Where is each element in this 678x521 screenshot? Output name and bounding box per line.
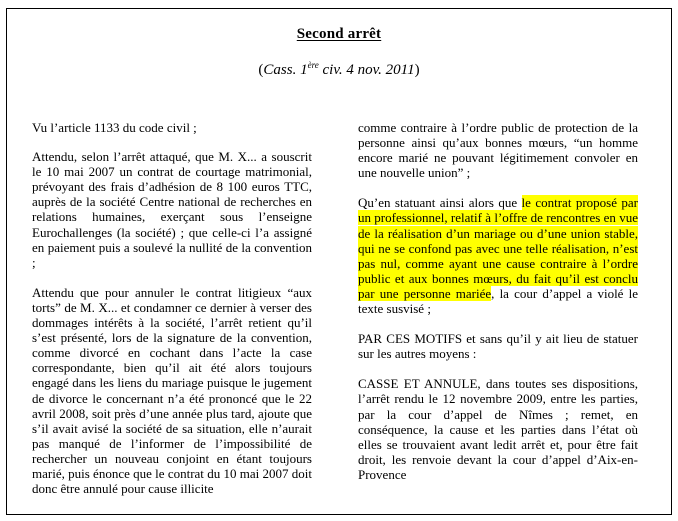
citation-open-paren: ( bbox=[258, 62, 264, 78]
document-title: Second arrêt bbox=[296, 26, 382, 42]
citation-court-sup: ère bbox=[307, 60, 319, 70]
paragraph-attendu-pour-annuler: Attendu que pour annuler le contrat litigieux “aux torts” de M. X... et condamner ce dernier à verser des dommages intérêts à la société, l’arrêt retient qu’il s’est présenté, lors de la signature de la convention, comme divorcé en cochant dans l’acte la case correspondante, bien qu’il ait été alors toujours engagé dans les liens du mariage puisque le jugement de divorce le concernant n’a été prononcé que le 22 avril 2008, soit près d’une année plus tard, ajoute que s’il avait avisé la société de sa situation, elle n’aurait pas manqué de l’informer de l’impossibilité de rechercher un nouveau conjoint en étant toujours marié, puis énonce que le contrat du 10 mai 2007 doit donc être annulé pour cause illicite bbox=[32, 284, 312, 497]
paragraph-casse-et-annule: CASSE ET ANNULE, dans toutes ses dispositions, l’arrêt rendu le 12 novembre 2009, entre les parties, par la cour d’appel de Nîmes ; remet, en conséquence, la cause et les parties dans l’état où elles se trouvaient avant ledit arrêt et, pour être fait droit, les renvoie devant la cour d’appel d’Aix-en-Provence bbox=[358, 376, 638, 482]
paragraph-en-statuant-end: , la cour d’appel a violé le texte susvisé ; bbox=[358, 285, 638, 317]
paragraph-ordre-public: comme contraire à l’ordre public de protection de la personne ainsi qu’aux bonnes mœurs, “un homme encore marié ne pouvant légitimement convoler en une nouvelle union” ; bbox=[358, 120, 638, 181]
paragraph-attendu-selon: Attendu, selon l’arrêt attaqué, que M. X... a souscrit le 10 mai 2007 un contrat de courtage matrimonial, prévoyant des frais d’adhésion de 8 100 euros TTC, auprès de la société Centre national de recherches en relations humaines, exerçant sous l’enseigne Eurochallenges (la société) ; que celle-ci l’a assigné en paiement puis a soulevé la nullité de la convention ; bbox=[32, 149, 312, 270]
paragraph-par-ces-motifs: PAR CES MOTIFS et sans qu’il y ait lieu de statuer sur les autres moyens : bbox=[358, 331, 638, 362]
citation-court-pre: Cass. 1 bbox=[263, 62, 308, 78]
paragraph-vu-article: Vu l’article 1133 du code civil ; bbox=[32, 120, 197, 135]
citation-court-post: civ. 4 nov. 2011 bbox=[318, 62, 415, 78]
paragraph-en-statuant-start: Qu’en statuant ainsi alors que bbox=[358, 195, 522, 211]
citation-close-paren: ) bbox=[414, 62, 420, 78]
right-column bbox=[358, 120, 638, 497]
paragraph-en-statuant bbox=[358, 195, 638, 316]
citation-court bbox=[263, 62, 414, 78]
left-column bbox=[32, 120, 312, 511]
highlighted-passage: le contrat proposé par un professionnel, relatif à l’offre de rencontres en vue de la réalisation d’un mariage ou d’une union stable, qui ne se confond pas avec une telle réalisation, n’est pas nul, comme ayant une cause contraire à l’ordre public et aux bonnes mœurs, du fait qu’il est conclu par une personne mariée bbox=[358, 195, 638, 301]
case-citation bbox=[0, 62, 678, 79]
